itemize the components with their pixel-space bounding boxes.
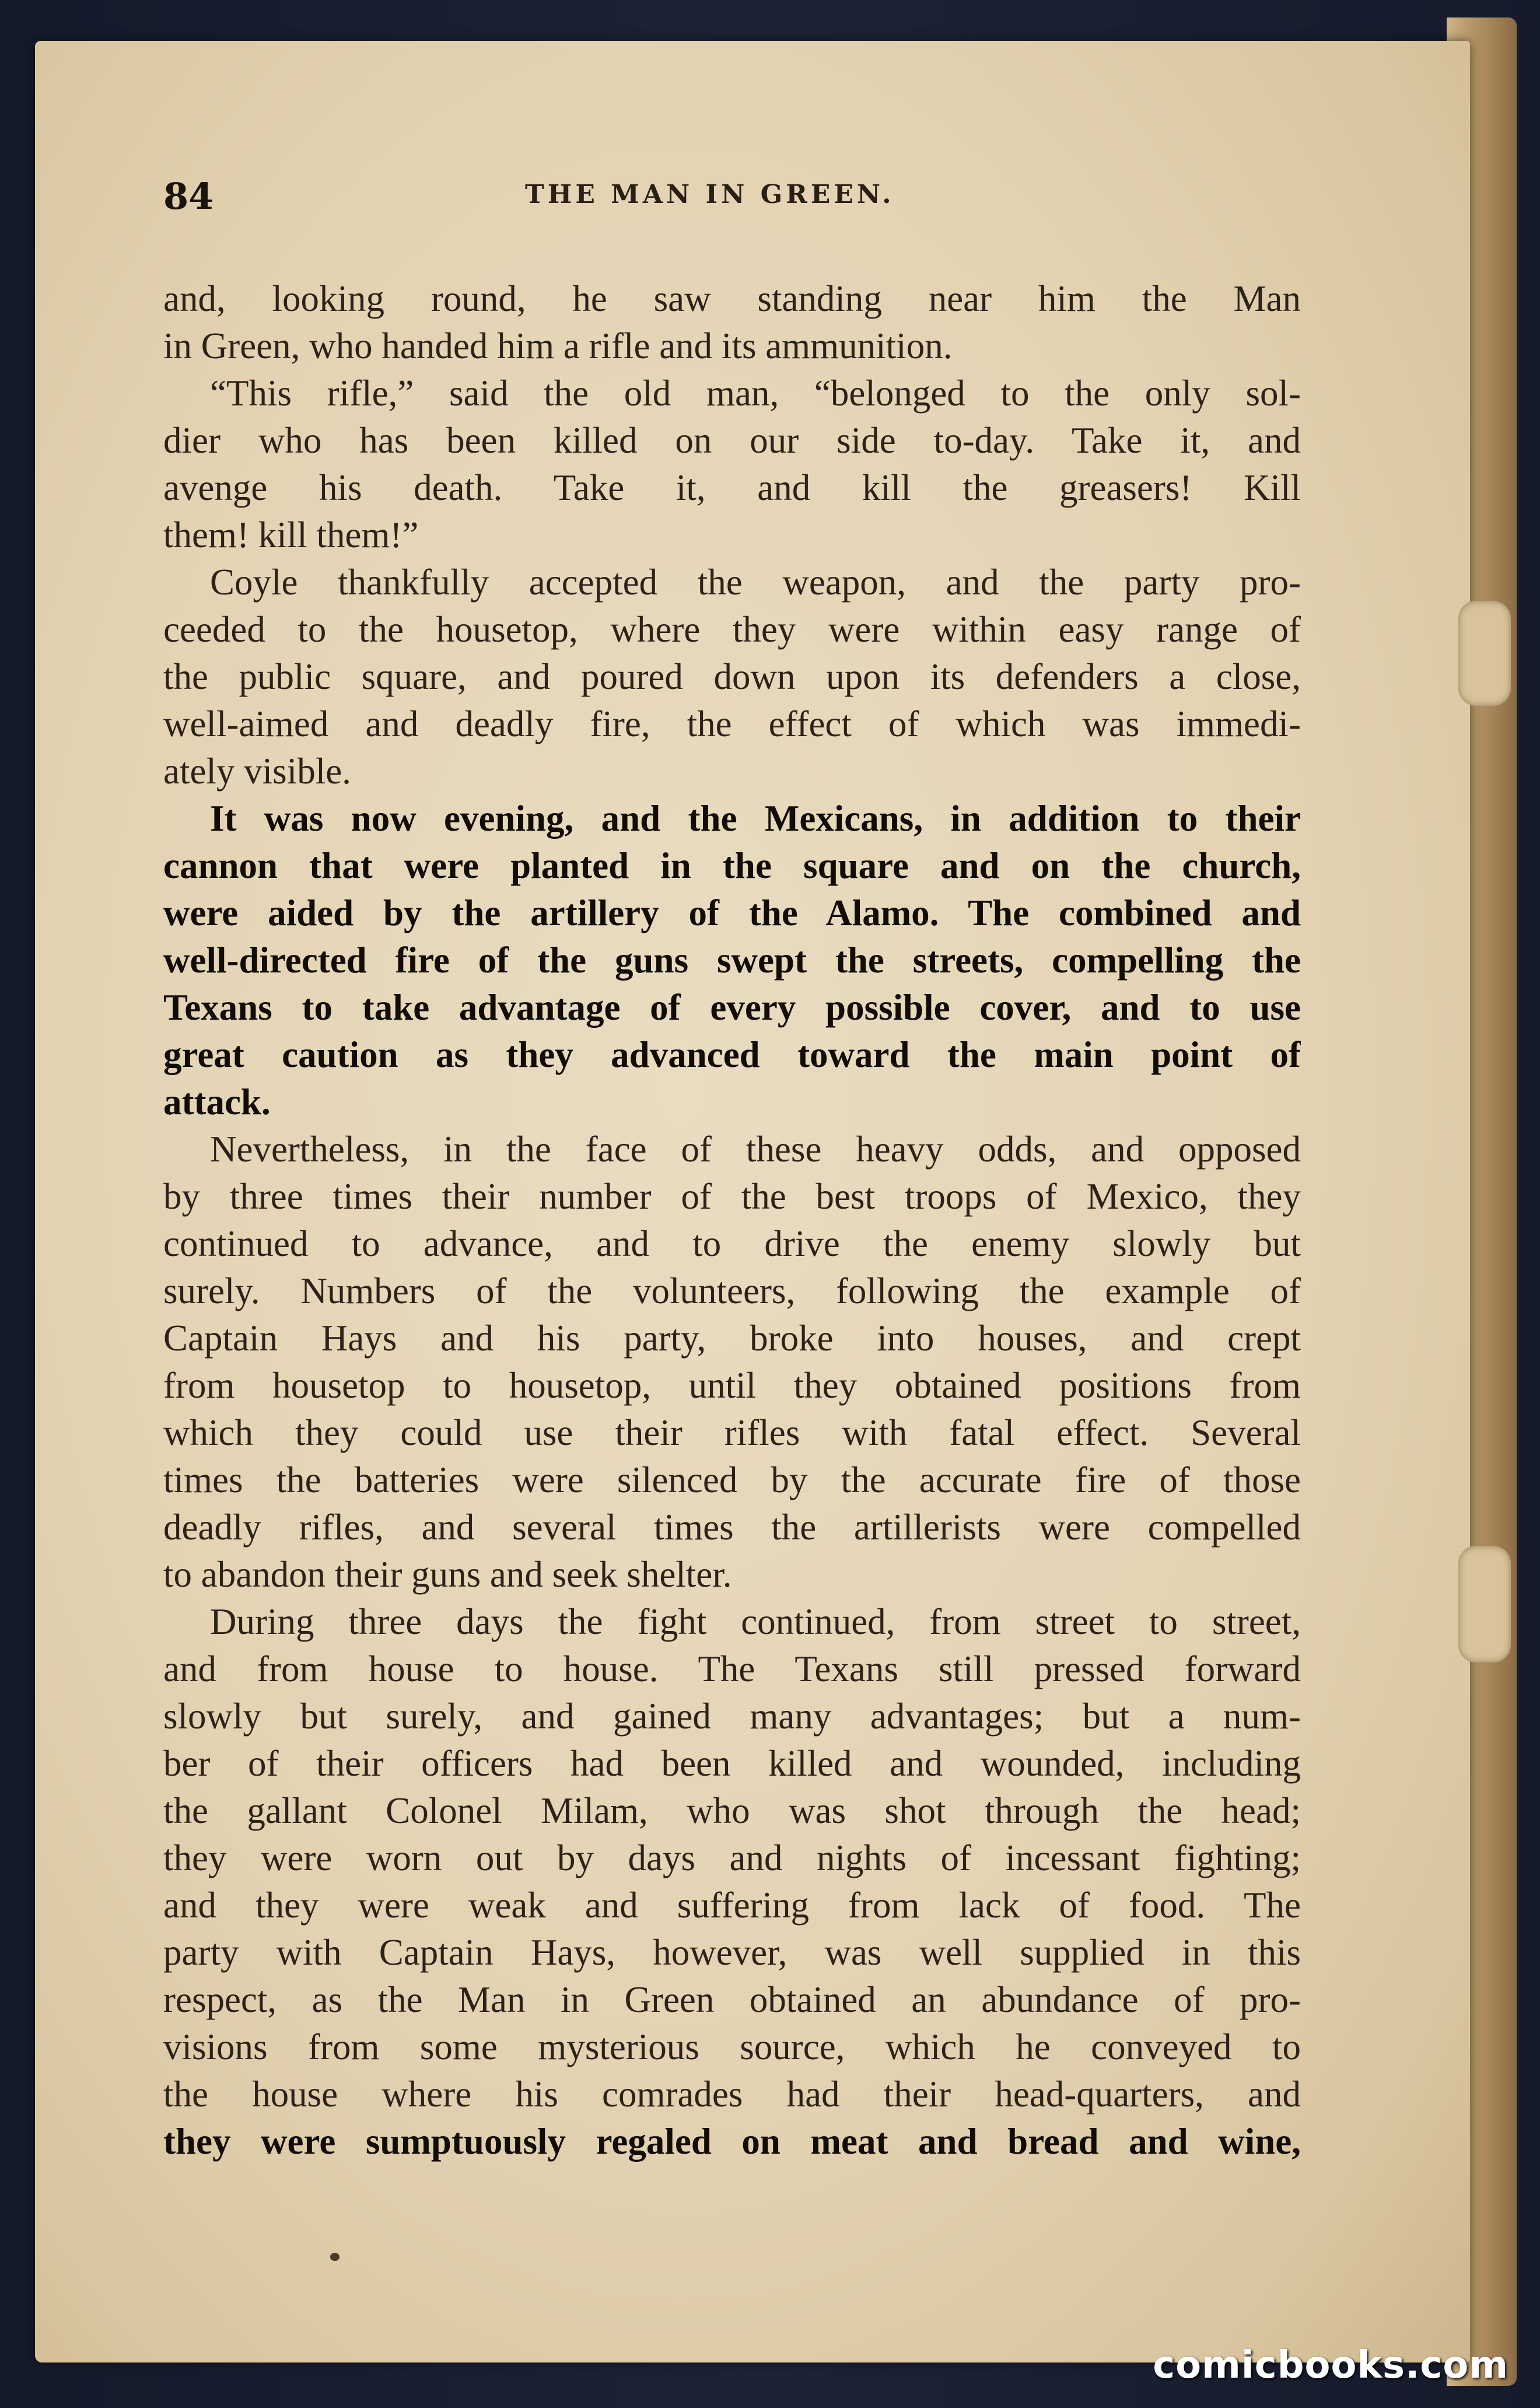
- text-line: and from house to house. The Texans still pressed forward: [163, 1648, 1301, 1689]
- text-line: and, looking round, he saw standing near him the Man: [163, 278, 1301, 319]
- text-line: “This rifle,” said the old man, “belonged to the only sol-: [210, 373, 1301, 414]
- running-header: [163, 175, 1301, 222]
- text-line: It was now evening, and the Mexicans, in addition to their: [210, 798, 1301, 839]
- text-line: During three days the fight continued, from street to street,: [210, 1601, 1301, 1642]
- text-line: Nevertheless, in the face of these heavy odds, and opposed: [210, 1129, 1301, 1170]
- text-line: the public square, and poured down upon its defenders a close,: [163, 656, 1301, 697]
- text-line: were aided by the artillery of the Alamo. The combined and: [163, 892, 1301, 933]
- text-line: party with Captain Hays, however, was well supplied in this: [163, 1932, 1301, 1973]
- text-line: great caution as they advanced toward the main point of: [163, 1034, 1301, 1075]
- text-line: they were worn out by days and nights of incessant fighting;: [163, 1838, 1301, 1878]
- text-line: cannon that were planted in the square and on the church,: [163, 845, 1301, 886]
- text-line: to abandon their guns and seek shelter.: [163, 1554, 732, 1595]
- text-line: slowly but surely, and gained many advantages; but a num-: [163, 1696, 1301, 1737]
- page-tear-lower: [1458, 1546, 1511, 1662]
- text-line: times the batteries were silenced by the accurate fire of those: [163, 1460, 1301, 1500]
- text-line: in Green, who handed him a rifle and its ammunition.: [163, 326, 953, 366]
- text-line: the house where his comrades had their head-quarters, and: [163, 2074, 1301, 2115]
- text-line: continued to advance, and to drive the enemy slowly but: [163, 1223, 1301, 1264]
- text-line: Coyle thankfully accepted the weapon, and the party pro-: [210, 562, 1301, 603]
- page-number: 84: [163, 175, 214, 218]
- text-line: avenge his death. Take it, and kill the greasers! Kill: [163, 467, 1301, 508]
- text-line: respect, as the Man in Green obtained an abundance of pro-: [163, 1979, 1301, 2020]
- text-line: dier who has been killed on our side to-day. Take it, and: [163, 420, 1301, 461]
- text-line: well-aimed and deadly fire, the effect of which was immedi-: [163, 704, 1301, 744]
- text-line: they were sumptuously regaled on meat and bread and wine,: [163, 2121, 1301, 2162]
- text-line: visions from some mysterious source, which he conveyed to: [163, 2027, 1301, 2067]
- running-title: THE MAN IN GREEN.: [525, 180, 895, 209]
- ink-speck: [330, 2253, 340, 2261]
- text-line: surely. Numbers of the volunteers, following the example of: [163, 1270, 1301, 1311]
- text-line: and they were weak and suffering from lack of food. The: [163, 1885, 1301, 1926]
- watermark: comicbooks.com: [1153, 2344, 1508, 2387]
- text-line: attack.: [163, 1082, 271, 1122]
- text-line: which they could use their rifles with fatal effect. Several: [163, 1412, 1301, 1453]
- text-line: well-directed fire of the guns swept the streets, compelling the: [163, 940, 1301, 981]
- text-line: ber of their officers had been killed and wounded, including: [163, 1743, 1301, 1784]
- text-line: ceeded to the housetop, where they were within easy range of: [163, 609, 1301, 650]
- text-line: them! kill them!”: [163, 514, 419, 555]
- text-line: Texans to take advantage of every possible cover, and to use: [163, 987, 1301, 1028]
- text-line: ately visible.: [163, 751, 351, 792]
- text-line: Captain Hays and his party, broke into houses, and crept: [163, 1318, 1301, 1359]
- text-line: deadly rifles, and several times the artillerists were compelled: [163, 1507, 1301, 1548]
- text-line: from housetop to housetop, until they obtained positions from: [163, 1365, 1301, 1406]
- page-tear-upper: [1458, 601, 1511, 706]
- body-text: [163, 275, 1301, 2165]
- text-line: the gallant Colonel Milam, who was shot through the head;: [163, 1790, 1301, 1831]
- text-line: by three times their number of the best troops of Mexico, they: [163, 1176, 1301, 1217]
